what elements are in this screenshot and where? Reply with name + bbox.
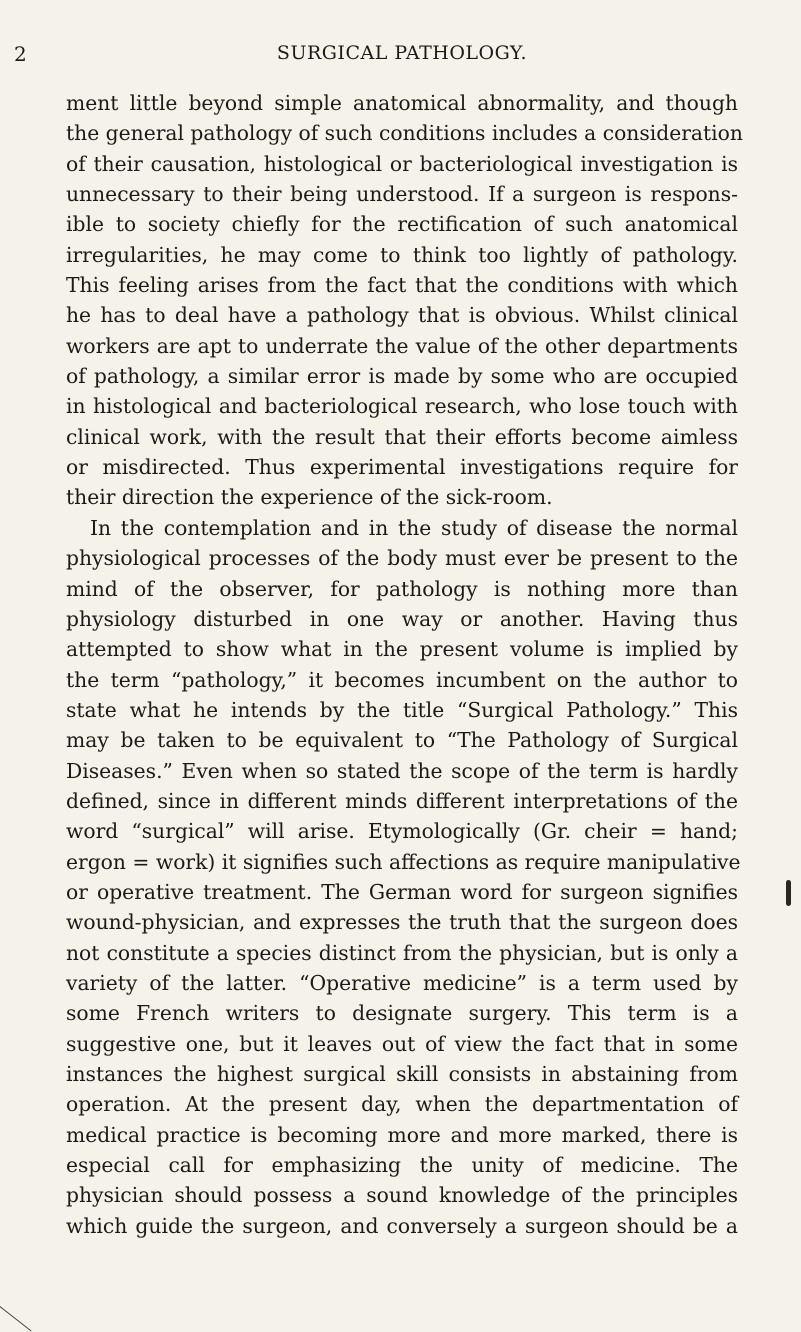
text-line: ergon = work) it signifies such affections as require manipulative xyxy=(66,849,741,874)
paragraph-2 xyxy=(66,513,741,1241)
page-edge-mark xyxy=(786,880,791,906)
text-line: operation. At the present day, when the departmentation of xyxy=(66,1092,738,1117)
running-title: SURGICAL PATHOLOGY. xyxy=(276,42,528,64)
text-line: instances the highest surgical skill consists in abstaining from xyxy=(66,1062,738,1086)
text-line: some French writers to designate surgery. This term is a xyxy=(66,1001,738,1026)
text-line: irregularities, he may come to think too lightly of pathology. xyxy=(66,242,738,267)
text-line: may be taken to be equivalent to “The Pathology of Surgical xyxy=(66,728,738,753)
text-line: physiological processes of the body must ever be present to the xyxy=(66,546,738,571)
text-line: or operative treatment. The German word for surgeon signifies xyxy=(66,879,738,904)
text-line: Diseases.” Even when so stated the scope of the term is hardly xyxy=(66,758,738,783)
paragraph-1 xyxy=(66,88,743,513)
text-line: which guide the surgeon, and conversely a surgeon should be a xyxy=(66,1213,738,1238)
text-line: This feeling arises from the fact that the conditions with which xyxy=(66,273,738,298)
text-line: ment little beyond simple anatomical abnormality, and though xyxy=(66,91,738,115)
text-line: in histological and bacteriological research, who lose touch with xyxy=(66,394,738,419)
text-line: not constitute a species distinct from the physician, but is only a xyxy=(66,940,738,965)
text-line: of their causation, histological or bacteriological investigation is xyxy=(66,151,738,176)
text-line: word “surgical” will arise. Etymologically (Gr. cheir = hand; xyxy=(66,819,738,844)
text-line: mind of the observer, for pathology is nothing more than xyxy=(66,576,738,601)
page-corner-line xyxy=(0,1306,32,1331)
text-line: workers are apt to underrate the value of the other departments xyxy=(66,333,738,358)
text-line: medical practice is becoming more and more marked, there is xyxy=(66,1122,738,1147)
text-line: state what he intends by the title “Surgical Pathology.” This xyxy=(66,697,738,722)
text-line: the general pathology of such conditions includes a consideration xyxy=(66,121,743,146)
text-line: unnecessary to their being understood. If a surgeon is respons- xyxy=(66,182,738,207)
text-line: of pathology, a similar error is made by some who are occupied xyxy=(66,364,738,389)
text-line: he has to deal have a pathology that is obvious. Whilst clinical xyxy=(66,303,738,328)
text-line: physician should possess a sound knowledge of the principles xyxy=(66,1183,738,1208)
text-line: In the contemplation and in the study of disease the normal xyxy=(90,515,738,540)
text-line: suggestive one, but it leaves out of view the fact that in some xyxy=(66,1031,738,1056)
text-line: ible to society chiefly for the rectification of such anatomical xyxy=(66,212,738,237)
running-head xyxy=(14,40,738,80)
page-number: 2 xyxy=(14,42,28,66)
text-line: variety of the latter. “Operative medicine” is a term used by xyxy=(66,970,738,995)
text-line: or misdirected. Thus experimental investigations require for xyxy=(66,455,738,480)
text-line: especial call for emphasizing the unity of medicine. The xyxy=(66,1153,738,1178)
text-line: the term “pathology,” it becomes incumbent on the author to xyxy=(66,667,738,692)
text-line: physiology disturbed in one way or another. Having thus xyxy=(66,606,738,631)
text-line: defined, since in different minds different interpretations of the xyxy=(66,788,738,813)
book-page xyxy=(14,40,743,1241)
text-line: wound-physician, and expresses the truth that the surgeon does xyxy=(66,910,738,935)
body-text xyxy=(66,88,743,1241)
text-line: their direction the experience of the sick-room. xyxy=(66,485,553,510)
text-line: clinical work, with the result that their efforts become aimless xyxy=(66,424,738,449)
text-line: attempted to show what in the present volume is implied by xyxy=(66,637,738,662)
